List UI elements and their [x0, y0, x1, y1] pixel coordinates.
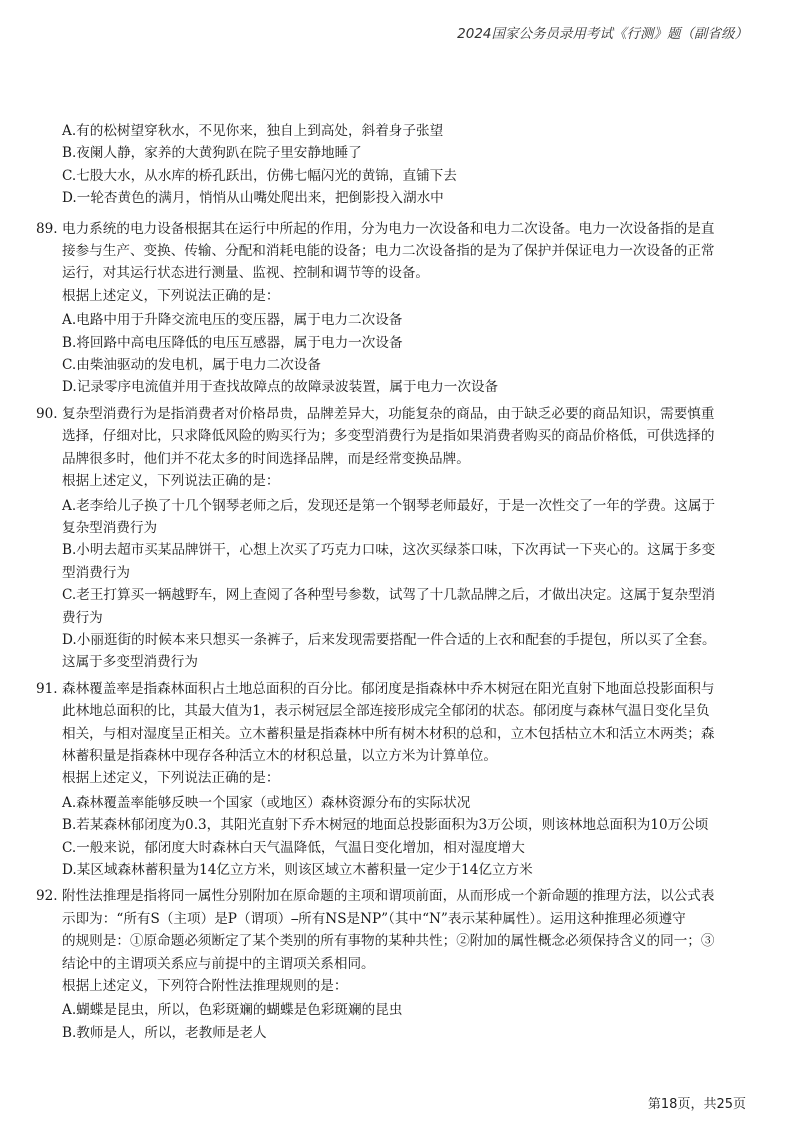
option-line: C.由柴油驱动的发电机，属于电力二次设备 [62, 357, 321, 374]
stem-text: 复杂型消费行为是指消费者对价格昂贵，品牌差异大，功能复杂的商品，由于缺乏必要的商品知识，需要慎重 [62, 405, 715, 422]
page-content [36, 120, 746, 1044]
question-stem-line [36, 953, 746, 975]
question-stem-line [36, 930, 746, 952]
previous-question-options [36, 120, 746, 210]
question-prompt: 根据上述定义，下列说法正确的是： [62, 770, 280, 787]
question-89 [36, 218, 746, 399]
question-prompt: 根据上述定义，下列说法正确的是： [62, 287, 280, 304]
question-number: 92. [36, 888, 58, 905]
option-line: B.若某森林郁闭度为0.3，其阳光直射下乔木树冠的地面总投影面积为3万公顷，则该林地总面积为10万公顷 [62, 817, 709, 834]
question-stem-line [36, 448, 746, 470]
question-stem-line [36, 908, 746, 930]
option-line: D.一轮杏黄色的满月，悄悄从山嘴处爬出来，把倒影投入湖水中 [62, 190, 444, 207]
indent-spacer [36, 908, 62, 930]
stem-text: 森林覆盖率是指森林面积占土地总面积的百分比。郁闭度是指森林中乔木树冠在阳光直射下地面总投影面积与 [62, 680, 715, 697]
option-continuation: 复杂型消费行为 [62, 519, 158, 536]
indent-spacer [36, 723, 62, 745]
option-line: B.将回路中高电压降低的电压互感器，属于电力一次设备 [62, 334, 403, 351]
stem-text: 示即为：“所有S（主项）是P（谓项）⎯所有NS是NP”（其中“N”表示某种属性）。运用这种推理必须遵守 [62, 910, 686, 927]
option-line: A.蝴蝶是昆虫，所以，色彩斑斓的蝴蝶是色彩斑斓的昆虫 [62, 1002, 403, 1019]
page-header: 2024国家公务员录用考试《行测》题（副省级） [457, 26, 748, 42]
option-line: B.夜阑人静，家养的大黄狗趴在院子里安静地睡了 [62, 145, 362, 162]
question-90 [36, 403, 746, 674]
question-prompt: 根据上述定义，下列说法正确的是： [62, 473, 280, 490]
indent-spacer [36, 700, 62, 722]
stem-text: 运行，对其运行状态进行测量、监视、控制和调节等的设备。 [62, 265, 430, 282]
option-line: A.电路中用于升降交流电压的变压器，属于电力二次设备 [62, 312, 403, 329]
question-stem-line [36, 885, 746, 907]
stem-text: 接参与生产、变换、传输、分配和消耗电能的设备；电力二次设备指的是为了保护并保证电力一次设备的正常 [62, 243, 715, 260]
stem-text: 林蓄积量是指森林中现存各种活立木的材积总量，以立方米为计算单位。 [62, 747, 497, 764]
question-stem-line [36, 745, 746, 767]
stem-text: 相关，与相对湿度呈正相关。立木蓄积量是指森林中所有树木材积的总和，立木包括枯立木和活立木两类；森 [62, 725, 715, 742]
stem-text: 品牌很多时，他们并不花太多的时间选择品牌，而是经常变换品牌。 [62, 450, 470, 467]
option-line: D.小丽逛街的时候本来只想买一条裤子，后来发现需要搭配一件合适的上衣和配套的手提包，所以买了全套。 [62, 631, 716, 648]
question-number: 91. [36, 680, 58, 697]
question-stem-line [36, 425, 746, 447]
question-stem-line [36, 678, 746, 700]
option-line: A.森林覆盖率能够反映一个国家（或地区）森林资源分布的实际状况 [62, 794, 471, 811]
question-91 [36, 678, 746, 882]
stem-text: 选择，仔细对比，只求降低风险的购买行为；多变型消费行为是指如果消费者购买的商品价格低，可供选择的 [62, 428, 715, 445]
indent-spacer [36, 930, 62, 952]
option-line: D.记录零序电流值并用于查找故障点的故障录波装置，属于电力一次设备 [62, 379, 499, 396]
option-continuation: 这属于多变型消费行为 [62, 654, 198, 671]
stem-text: 电力系统的电力设备根据其在运行中所起的作用，分为电力一次设备和电力二次设备。电力一次设备指的是直 [62, 220, 715, 237]
question-92 [36, 885, 746, 1044]
option-line: B.小明去超市买某品牌饼干，心想上次买了巧克力口味，这次买绿茶口味，下次再试一下夹心的。这属于多变 [62, 542, 716, 559]
option-continuation: 费行为 [62, 609, 103, 626]
option-line: C.老王打算买一辆越野车，网上查阅了各种型号参数，试驾了十几款品牌之后，才做出决定。这属于复杂型消 [62, 587, 716, 604]
question-number: 89. [36, 220, 58, 237]
stem-text: 附性法推理是指将同一属性分别附加在原命题的主项和谓项前面，从而形成一个新命题的推理方法，以公式表 [62, 888, 715, 905]
option-line: C.一般来说，郁闭度大时森林白天气温降低，气温日变化增加，相对湿度增大 [62, 839, 525, 856]
indent-spacer [36, 953, 62, 975]
option-line: C.七股大水，从水库的桥孔跃出，仿佛七幅闪光的黄锦，直铺下去 [62, 167, 457, 184]
indent-spacer [36, 262, 62, 284]
question-number: 90. [36, 405, 58, 422]
option-line: A.有的松树望穿秋水，不见你来，独自上到高处，斜着身子张望 [62, 123, 444, 139]
indent-spacer [36, 425, 62, 447]
question-stem-line [36, 403, 746, 425]
option-line: B.教师是人，所以，老教师是老人 [62, 1024, 267, 1041]
question-stem-line [36, 700, 746, 722]
stem-text: 的规则是：①原命题必须断定了某个类别的所有事物的某种共性；②附加的属性概念必须保持含义的同一；③ [62, 933, 715, 950]
option-line: D.某区域森林蓄积量为14亿立方米，则该区域立木蓄积量一定少于14亿立方米 [62, 862, 533, 878]
question-list [36, 218, 746, 1045]
question-stem-line [36, 240, 746, 262]
stem-text: 结论中的主谓项关系应与前提中的主谓项关系相同。 [62, 955, 375, 972]
indent-spacer [36, 745, 62, 767]
question-stem-line [36, 262, 746, 284]
indent-spacer [36, 240, 62, 262]
option-line: A.老李给儿子换了十几个钢琴老师之后，发现还是第一个钢琴老师最好，于是一次性交了一年的学费。这属于 [62, 497, 716, 514]
question-stem-line [36, 218, 746, 240]
option-continuation: 型消费行为 [62, 564, 130, 581]
question-stem-line [36, 723, 746, 745]
stem-text: 此林地总面积的比，其最大值为1，表示树冠层全部连接形成完全郁闭的状态。郁闭度与森林气温日变化呈负 [62, 703, 710, 720]
indent-spacer [36, 448, 62, 470]
question-prompt: 根据上述定义，下列符合附性法推理规则的是： [62, 978, 348, 995]
page-number: 第18页，共25页 [647, 1097, 746, 1112]
